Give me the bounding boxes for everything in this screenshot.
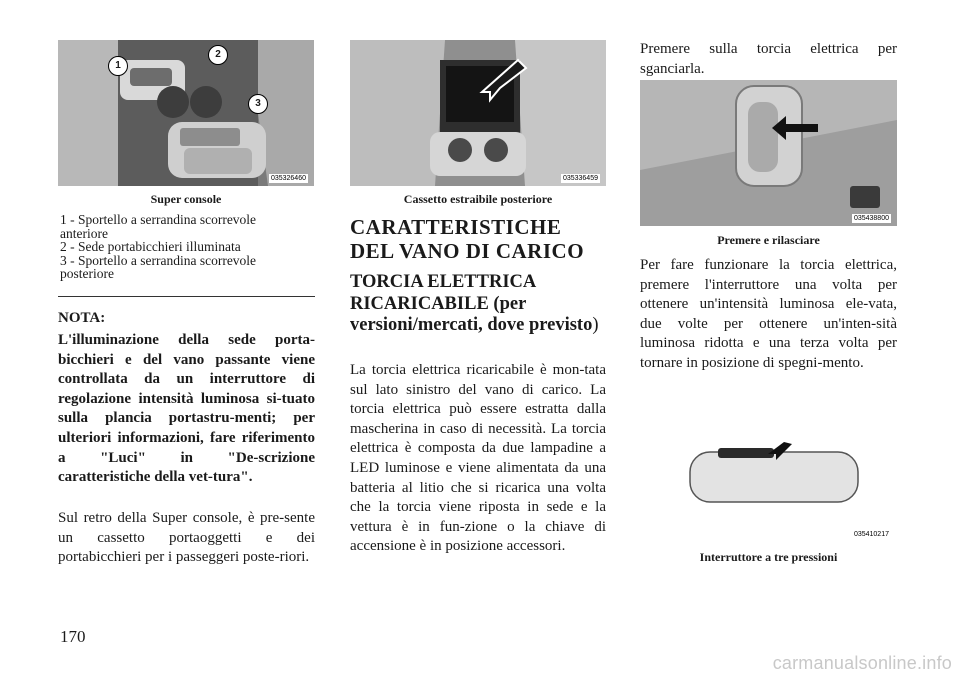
watermark: carmanualsonline.info	[772, 653, 952, 673]
image-code: 035438800	[853, 215, 889, 222]
figure-caption-press-release: Premere e rilasciare	[717, 233, 820, 247]
image-code: 035336459	[562, 175, 598, 182]
legend-line: posteriore	[60, 266, 114, 281]
left-paragraph: Sul retro della Super console, è pre-sente un cassetto portaoggetti e dei portabicchieri per i passeggeri poste-riori.	[58, 510, 315, 566]
legend-line: 3 - Sportello a serrandina scorrevole	[60, 252, 257, 268]
legend-divider	[58, 296, 315, 297]
middle-paragraph: La torcia elettrica ricaricabile è mon-tata sul lato sinistro del vano di carico. La torcia elettrica può essere estratta dalla mascherina in caso di necessità. La torcia elettrica è composta da due lampadine a LED luminose e viene alimentata da una batteria al litio che si ricarica una volta che la torcia viene riposta in sede e la vettura è in fun-zione o la chiave di accensione è in posizione accessori.	[350, 362, 606, 555]
subheading-tail: )	[592, 315, 599, 335]
right-paragraph: Per fare funzionare la torcia elettrica, premere l'interruttore una volta per ottenere un'intensità luminosa ele-vata, due volte per ottenere un'inten-sità luminosa ridotta e una terza volta per tornare in posizione di spegni-mento.	[640, 257, 897, 371]
nota-text: L'illuminazione della sede porta-bicchieri e del vano passante viene controllata da un interruttore di regolazione intensità luminosa si-tuato sulla plancia portastru-menti; per ulteriori informazioni, fare riferimento a "Luci" in "De-scrizione caratteristiche della vet-tura".	[58, 332, 315, 486]
figure-legend	[60, 213, 316, 281]
figure-caption-super-console: Super console	[150, 192, 222, 206]
section-heading: CARATTERISTICHE DEL VANO DI CARICO	[350, 215, 585, 263]
callout-1: 1	[108, 56, 128, 76]
callout-3: 3	[248, 94, 268, 114]
nota-label: NOTA:	[58, 310, 106, 326]
image-code: 035410217	[853, 531, 889, 538]
right-intro: Premere sulla torcia elettrica per sganciarla.	[640, 41, 897, 77]
legend-line: anteriore	[60, 225, 108, 241]
super-console-photo	[58, 40, 314, 186]
figure-caption-rear-drawer: Cassetto estraibile posteriore	[403, 192, 553, 206]
page-number: 170	[60, 627, 86, 646]
callout-2: 2	[208, 45, 228, 65]
rear-drawer-photo	[350, 40, 606, 186]
figure-caption-three-press: Interruttore a tre pressioni	[699, 550, 838, 564]
subheading-bold: TORCIA ELETTRICA RICARICABILE (per versioni/mercati, dove previsto	[350, 272, 593, 335]
legend-line: 1 - Sportello a serrandina scorrevole	[60, 212, 257, 227]
legend-line: 2 - Sede portabicchieri illuminata	[60, 239, 241, 254]
section-subheading	[350, 272, 606, 337]
flashlight-photo	[640, 80, 897, 226]
image-code: 035326460	[270, 175, 306, 182]
three-press-switch-photo	[640, 430, 897, 542]
